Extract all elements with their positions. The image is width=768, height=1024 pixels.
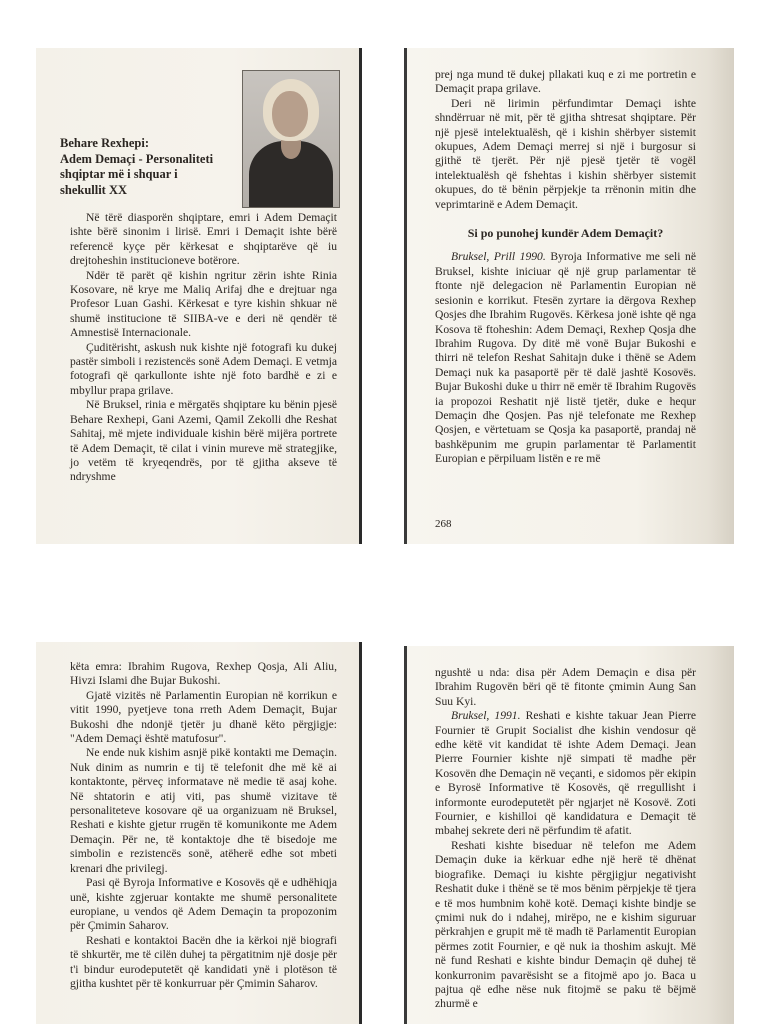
page1-body-text	[70, 211, 337, 485]
book-page-left-bottom	[36, 642, 362, 1024]
paragraph: ngushtë u nda: disa për Adem Demaçin e disa për Ibrahim Rugovën bëri që të fitonte çmimin Aung San Suu Kyi.	[435, 666, 696, 708]
paragraph: Reshati e kontaktoi Bacën dhe ia kërkoi një biografi të shkurtër, me të cilën duhej ta përgatitnim një dosje për t'i bindur eurodeputetët që kandidati ynë i plotëson të gjitha kushtet për të konkurruar për Çmimin Saharov.	[70, 933, 337, 990]
heading-line: shekullit XX	[60, 182, 128, 197]
book-page-right-top	[404, 48, 734, 544]
page2-body-text	[435, 68, 696, 467]
paragraph: Deri në lirimin përfundimtar Demaçi ishte shndërruar në mit, për të gjitha shtresat shqiptare. Për një pjesë intelektualësh, që i kishin shërbyer sistemit okupues, Adem Demaçi merrej si një i burgosur si gjithë të tjerët. Për një pjesë tjetër të vogël intelektualësh që fshehtas i kishin shërbyer sistemit okupues, do të bënin përpjekje ta rrënonin mitin dhe veprimtarinë e Adem Demaçit.	[435, 96, 696, 211]
paragraph: Gjatë vizitës në Parlamentin Europian në korrikun e vitit 1990, pyetjeve tona rreth Adem Demaçit, Bujar Bukoshi dhe ndonjë tjetër ju dhanë këto përgjigje: "Adem Demaçi është matufosur".	[70, 688, 337, 746]
book-page-left-top	[36, 48, 362, 544]
paragraph: këta emra: Ibrahim Rugova, Rexhep Qosja, Ali Aliu, Hivzi Islami dhe Bujar Bukoshi.	[70, 660, 337, 688]
date-lead: Bruksel, Prill 1990.	[451, 250, 546, 264]
paragraph: prej nga mund të dukej pllakati kuq e zi me portretin e Demaçit prapa grilave.	[435, 68, 696, 96]
heading-line: Behare Rexhepi:	[60, 136, 149, 150]
section-subheading: Si po punohej kundër Adem Demaçit?	[467, 226, 664, 241]
paragraph: Pasi që Byroja Informative e Kosovës që e udhëhiqja unë, kishte zgjeruar kontakte me shumë personalitete europiane, u vendos që Adem Demaçin ta propozonim për Çmimin Saharov.	[70, 876, 337, 933]
heading-line: shqiptar më i shquar i	[60, 167, 178, 181]
paragraph: Çuditërisht, askush nuk kishte një fotografi ku dukej pastër simboli i rezistencës sonë Adem Demaçi. E vetmja fotografi që qarkullonte ishte një foto bardhë e zi e mbyllur prapa grilave.	[70, 340, 337, 397]
paragraph	[435, 709, 696, 839]
page4-body-text	[435, 666, 696, 1012]
paragraph: Në tërë diasporën shqiptare, emri i Adem Demaçit ishte bërë sinonim i lirisë. Emri i Demaçit ishte bërë referencë kyçe për kërkesat e shqiptarëve që iu drejtoheshin institucioneve botërore.	[70, 211, 337, 268]
page-number: 268	[435, 518, 452, 530]
date-lead: Bruksel, 1991.	[451, 709, 521, 723]
paragraph: Ndër të parët që kishin ngritur zërin ishte Rinia Kosovare, në krye me Maliq Arifaj dhe e drejtuar nga Profesor Luan Gashi. Kërkesat e tyre kishin shkuar në shumë institucione të SIIBA-ve e deri në qendër të Amnestisë Internacionale.	[70, 268, 337, 340]
book-page-right-bottom	[404, 646, 734, 1024]
author-portrait-photo	[242, 70, 340, 208]
article-heading	[60, 136, 238, 198]
paragraph	[435, 250, 696, 466]
paragraph: Ne ende nuk kishim asnjë pikë kontakti me Demaçin. Nuk dinim as numrin e tij të telefonit dhe më kë ai kontaktonte, përveç informatave në medie të asaj kohe. Në shtatorin e atij viti, pas shumë vizitave të personaliteteve kosovare që ua organizuam në Bruksel, Reshati e kishte gjetur rrugën të komunikonte me Adem Demaçin. Për ne, të kontaktoje dhe të bisedoje me simbolin e rezistencës sonë, atëherë edhe sot mbeti krenari dhe privilegj.	[70, 746, 337, 875]
paragraph-text: Byroja Informative me seli në Bruksel, kishte iniciuar që një grup parlamentar të ftonte një delegacion në Parlamentin Europian në sesionin e korrikut. Ftesën zyrtare ia dërgova Rexhep Qosjes dhe Ibrahim Rugovës. Kërkesa jonë ishte që nga Kosova të ftoheshin: Adem Demaçi, Rexhep Qosja dhe Ibrahim Rugova. Dy ditë më vonë Bujar Bukoshi e thirri në telefon Reshat Sahitajn duke i thënë se Adem Demaçi nuk ka pasaportë për të dalë jashtë Kosovës. Bujar Bukoshi duke u thirr në emër të Ibrahim Rugovës ia propozoi Reshatit një listë tjetër, duke e hequr Demaçin dhe Qosjen. Pas një telefonate me Rexhep Qosjen, e vërtetuam se Qosja ka pasaportë, prandaj në bashkëpunim me grupin parlamentar të Parlamentit Europian e përpiluam listën e re më	[435, 250, 696, 466]
heading-line: Adem Demaçi - Personaliteti	[60, 151, 214, 166]
paragraph-text: Reshati e kishte takuar Jean Pierre Fournier të Grupit Socialist dhe kishin vendosur që edhe këtë vit kandidat të ishte Adem Demaçi. Jean Pierre Fournier kishte një simpati të madhe për Kosovën dhe Demaçin në veçanti, e sidomos për ekipin e Byrosë Informative të Kosovës, që rregullisht i informonte eurodeputetët për ngjarjet në Kosovë. Zoti Fournier, e kishilloi që kandidatura e Demaçit të mbahej sekrete deri në përfundim të afatit.	[435, 709, 696, 838]
paragraph: Në Bruksel, rinia e mërgatës shqiptare ku bënin pjesë Behare Rexhepi, Gani Azemi, Qamil Zekolli dhe Reshat Sahitaj, më mjete individuale kishin bërë mijëra portrete të Adem Demaçit, të cilat i vinin mureve më strategjike, jo vetëm të kryeqendrës, por të gjitha akseve të ndryshme	[70, 398, 337, 484]
paragraph: Reshati kishte biseduar në telefon me Adem Demaçin duke ia kërkuar edhe një herë të dhënat biografike. Demaçi iu kishte përgjigjur negativisht Reshatit duke i thënë se të mos bënim përpjekje të tjera e të mos humbnim kohë kotë. Demaçi kishte bindje se çmimi nuk do i ndahej, mirëpo, ne e kishim siguruar përkrahjen e grupit më të madh të Parlamentit Europian përmes zotit Fournier, e që nuk ia thoshim askujt. Më në fund Reshati e kishte bindur Demaçin që duhej të konkurronim pavarësisht se a fitojmë apo jo. Baca u pajtua që edhe nëse nuk fitojmë se paku të bëjmë zhurmë e	[435, 838, 696, 1011]
page3-body-text	[70, 660, 337, 991]
